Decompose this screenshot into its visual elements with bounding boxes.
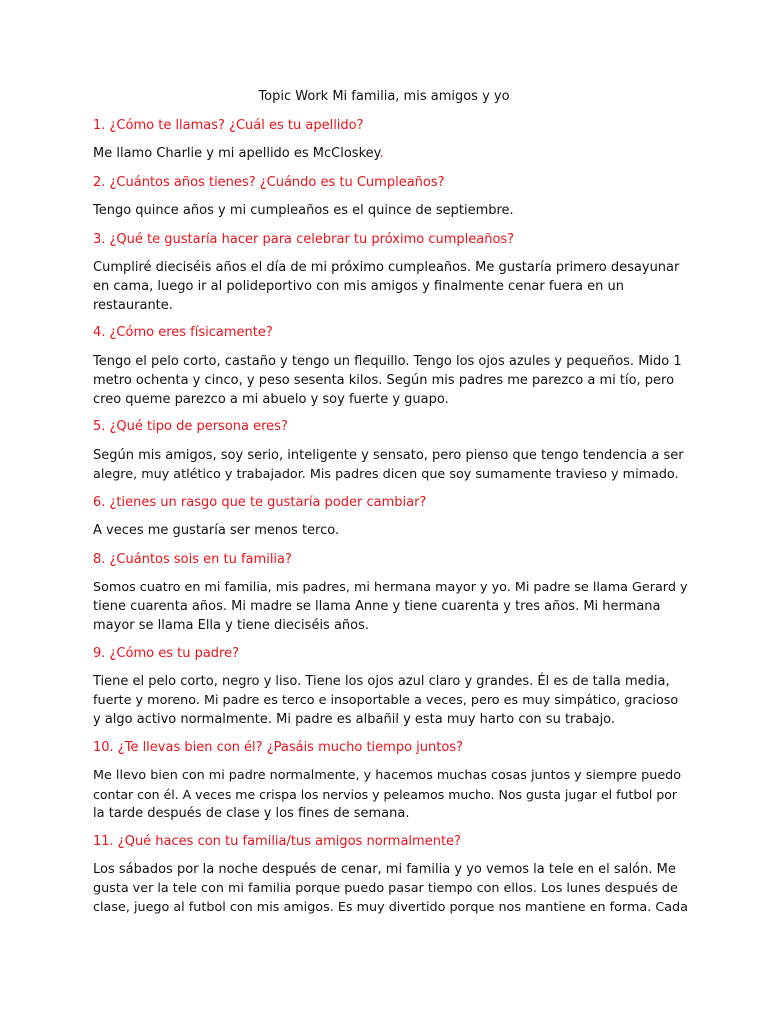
answer-3-line-3: restaurante. [93,298,173,313]
question-4: 4. ¿Cómo eres físicamente? [93,325,273,340]
answer-10-line-1: Me llevo bien con mi padre normalmente, y hacemos muchas cosas juntos y siempre puedo [93,768,682,783]
answer-1-period: . [379,146,384,161]
question-9: 9. ¿Cómo es tu padre? [93,646,240,661]
answer-8-line-1: Somos cuatro en mi familia, mis padres, mi hermana mayor y yo. Mi padre se llama Gerard y [93,580,688,595]
answer-4-line-2: metro ochenta y cinco, y peso sesenta kilos. Según mis padres me parezco a mi tío, pero [93,373,675,388]
answer-3-line-1: Cumpliré dieciséis años el día de mi próximo cumpleaños. Me gustaría primero desayunar [93,260,680,275]
answer-4-line-3: creo queme parezco a mi abuelo y soy fuerte y guapo. [93,392,449,407]
answer-3-line-2: en cama, luego ir al polideportivo con mis amigos y finalmente cenar fuera en un [93,279,624,294]
answer-8-line-2: tiene cuarenta años. Mi madre se llama Anne y tiene cuarenta y tres años. Mi hermana [93,599,661,614]
question-6: 6. ¿tienes un rasgo que te gustaría poder cambiar? [93,495,427,510]
answer-11-line-1: Los sábados por la noche después de cenar, mi familia y yo vemos la tele en el salón. Me [93,862,676,877]
answer-11-line-2: gusta ver la tele con mi familia porque puedo pasar tiempo con ellos. Los lunes después de [93,881,678,896]
answer-6-line-1: A veces me gustaría ser menos terco. [93,523,340,538]
answer-1-text: Me llamo Charlie y mi apellido es McCloskey [93,146,380,161]
document-title: Topic Work Mi familia, mis amigos y yo [258,89,510,104]
answer-11-line-3: clase, juego al futbol con mis amigos. Es muy divertido porque nos mantiene en forma. Cada [93,900,688,915]
question-8: 8. ¿Cuántos sois en tu familia? [93,552,292,567]
answer-4-line-1: Tengo el pelo corto, castaño y tengo un flequillo. Tengo los ojos azules y pequeños. Mido 1 [93,354,682,369]
answer-9-line-1: Tiene el pelo corto, negro y liso. Tiene los ojos azul claro y grandes. Él es de talla media, [93,674,670,689]
question-3: 3. ¿Qué te gustaría hacer para celebrar tu próximo cumpleaños? [93,232,515,247]
answer-5-line-1: Según mis amigos, soy serio, inteligente y sensato, pero pienso que tengo tendencia a ser [93,448,684,463]
answer-9-line-2: fuerte y moreno. Mi padre es terco e insoportable a veces, pero es muy simpático, gracioso [93,693,679,708]
answer-10-line-2: contar con él. A veces me crispa los nervios y peleamos mucho. Nos gusta jugar el futbol por [93,787,678,802]
question-1: 1. ¿Cómo te llamas? ¿Cuál es tu apellido? [93,118,364,133]
question-5: 5. ¿Qué tipo de persona eres? [93,419,288,434]
answer-2-line-1: Tengo quince años y mi cumpleaños es el quince de septiembre. [93,203,514,218]
answer-1-line-1 [93,145,384,163]
answer-9-line-3: y algo activo normalmente. Mi padre es albañil y esta muy harto con su trabajo. [93,712,616,727]
answer-10-line-3: la tarde después de clase y los fines de semana. [93,806,410,821]
question-11: 11. ¿Qué haces con tu familia/tus amigos normalmente? [93,834,461,849]
answer-5-line-2: alegre, muy atlético y trabajador. Mis padres dicen que soy sumamente travieso y mimado. [93,467,679,482]
question-10: 10. ¿Te llevas bien con él? ¿Pasáis mucho tiempo juntos? [93,740,463,755]
answer-8-line-3: mayor se llama Ella y tiene dieciséis años. [93,618,370,633]
question-2: 2. ¿Cuántos años tienes? ¿Cuándo es tu Cumpleaños? [93,175,445,190]
